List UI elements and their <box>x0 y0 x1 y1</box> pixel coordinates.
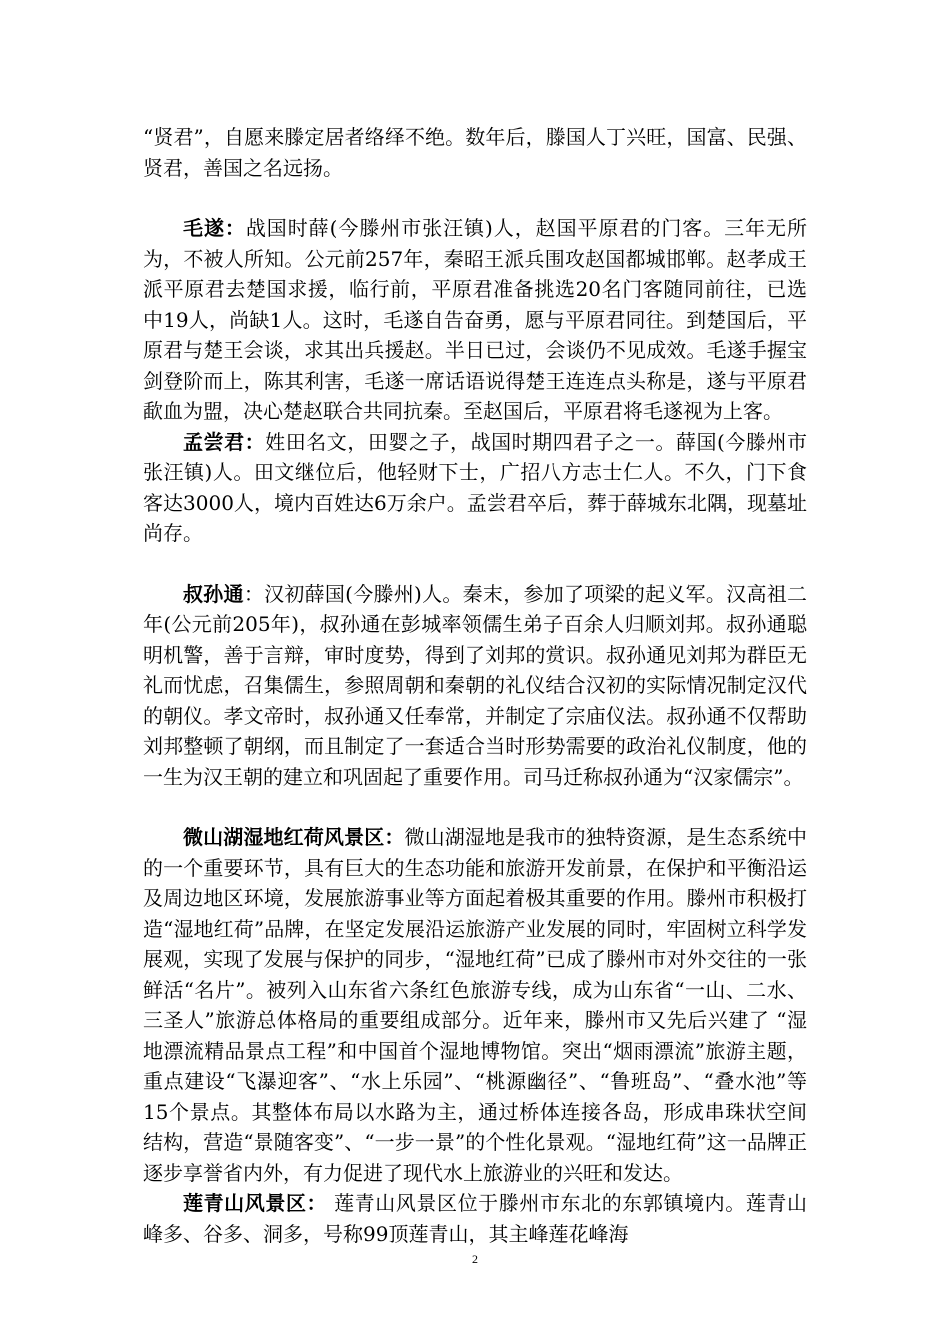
paragraph-text: ：汉初薛国(今滕州)人。秦末，参加了项梁的起义军。汉高祖二年(公元前205年)，叔孙通在彭城率领儒生弟子百余人归顺刘邦。叔孙通聪明机警，善于言辩，审时度势，得到了刘邦的赏识。叔孙通见刘邦为群臣无礼而忧虑，召集儒生，参照周朝和秦朝的礼仪结合汉初的实际情况制定汉代的朝仪。孝文帝时，叔孙通又任奉常，并制定了宗庙仪法。叔孙通不仅帮助刘邦整顿了朝纲，而且制定了一套适合当时形势需要的政治礼仪制度，他的一生为汉王朝的建立和巩固起了重要作用。司马迁称叔孙通为“汉家儒宗”。 <box>143 581 807 789</box>
paragraph-text: 莲青山风景区位于滕州市东北的东郭镇境内。莲青山峰多、谷多、洞多，号称99顶莲青山，其主峰莲花峰海 <box>143 1191 808 1246</box>
term-heading: 孟尝君： <box>183 429 266 454</box>
paragraph-text: “贤君”，自愿来滕定居者络绎不绝。数年后，滕国人丁兴旺，国富、民强、贤君，善国之名远扬。 <box>143 125 807 180</box>
paragraph-meng-chang-jun <box>143 427 807 549</box>
term-heading: 叔孙通 <box>183 581 244 606</box>
paragraph-mao-sui <box>143 213 807 427</box>
paragraph-text: 姓田名文，田婴之子，战国时期四君子之一。薛国(今滕州市张汪镇)人。田文继位后，他轻财下士，广招八方志士仁人。不久，门下食客达3000人，境内百姓达6万余户。孟尝君卒后，葬于薛城东北隅，现墓址尚存。 <box>143 429 808 545</box>
paragraph-lianqing-mountain <box>143 1188 807 1249</box>
paragraph-text: 微山湖湿地是我市的独特资源，是生态系统中的一个重要环节，具有巨大的生态功能和旅游开发前景，在保护和平衡沿运及周边地区环境，发展旅游事业等方面起着极其重要的作用。滕州市积极打造“湿地红荷”品牌，在坚定发展沿运旅游产业发展的同时，牢固树立科学发展观，实现了发展与保护的同步，“湿地红荷”已成了滕州市对外交往的一张鲜活“名片”。被列入山东省六条红色旅游专线，成为山东省“一山、二水、三圣人”旅游总体格局的重要组成部分。近年来，滕州市又先后兴建了 “湿地漂流精品景点工程”和中国首个湿地博物馆。突出“烟雨漂流”旅游主题，重点建设“飞瀑迎客”、“水上乐园”、“桃源幽径”、“鲁班岛”、“叠水池”等15个景点。其整体布局以水路为主，通过桥体连接各岛，形成串珠状空间结构，营造“景随客变”、“一步一景”的个性化景观。“湿地红荷”这一品牌正逐步享誉省内外，有力促进了现代水上旅游业的兴旺和发达。 <box>143 825 808 1185</box>
paragraph-continuation <box>143 122 807 183</box>
term-heading: 毛遂： <box>183 216 246 240</box>
term-heading: 微山湖湿地红荷风景区： <box>183 825 405 849</box>
paragraph-shu-sun-tong <box>143 579 807 793</box>
page-number: 2 <box>472 1252 478 1266</box>
paragraph-weishan-lake <box>143 822 807 1188</box>
body-text <box>143 122 807 1249</box>
paragraph-text: 战国时薛(今滕州市张汪镇)人，赵国平原君的门客。三年无所为，不被人所知。公元前257年，秦昭王派兵围攻赵国都城邯郸。赵孝成王派平原君去楚国求援，临行前，平原君准备挑选20名门客随同前往，已选中19人，尚缺1人。这时，毛遂自告奋勇，愿与平原君同往。到楚国后，平原君与楚王会谈，求其出兵援赵。半日已过，会谈仍不见成效。毛遂手握宝剑登阶而上，陈其利害，毛遂一席话语说得楚王连连点头称是，遂与平原君歃血为盟，决心楚赵联合共同抗秦。至赵国后，平原君将毛遂视为上客。 <box>143 216 808 423</box>
term-heading: 莲青山风景区： <box>183 1191 328 1215</box>
